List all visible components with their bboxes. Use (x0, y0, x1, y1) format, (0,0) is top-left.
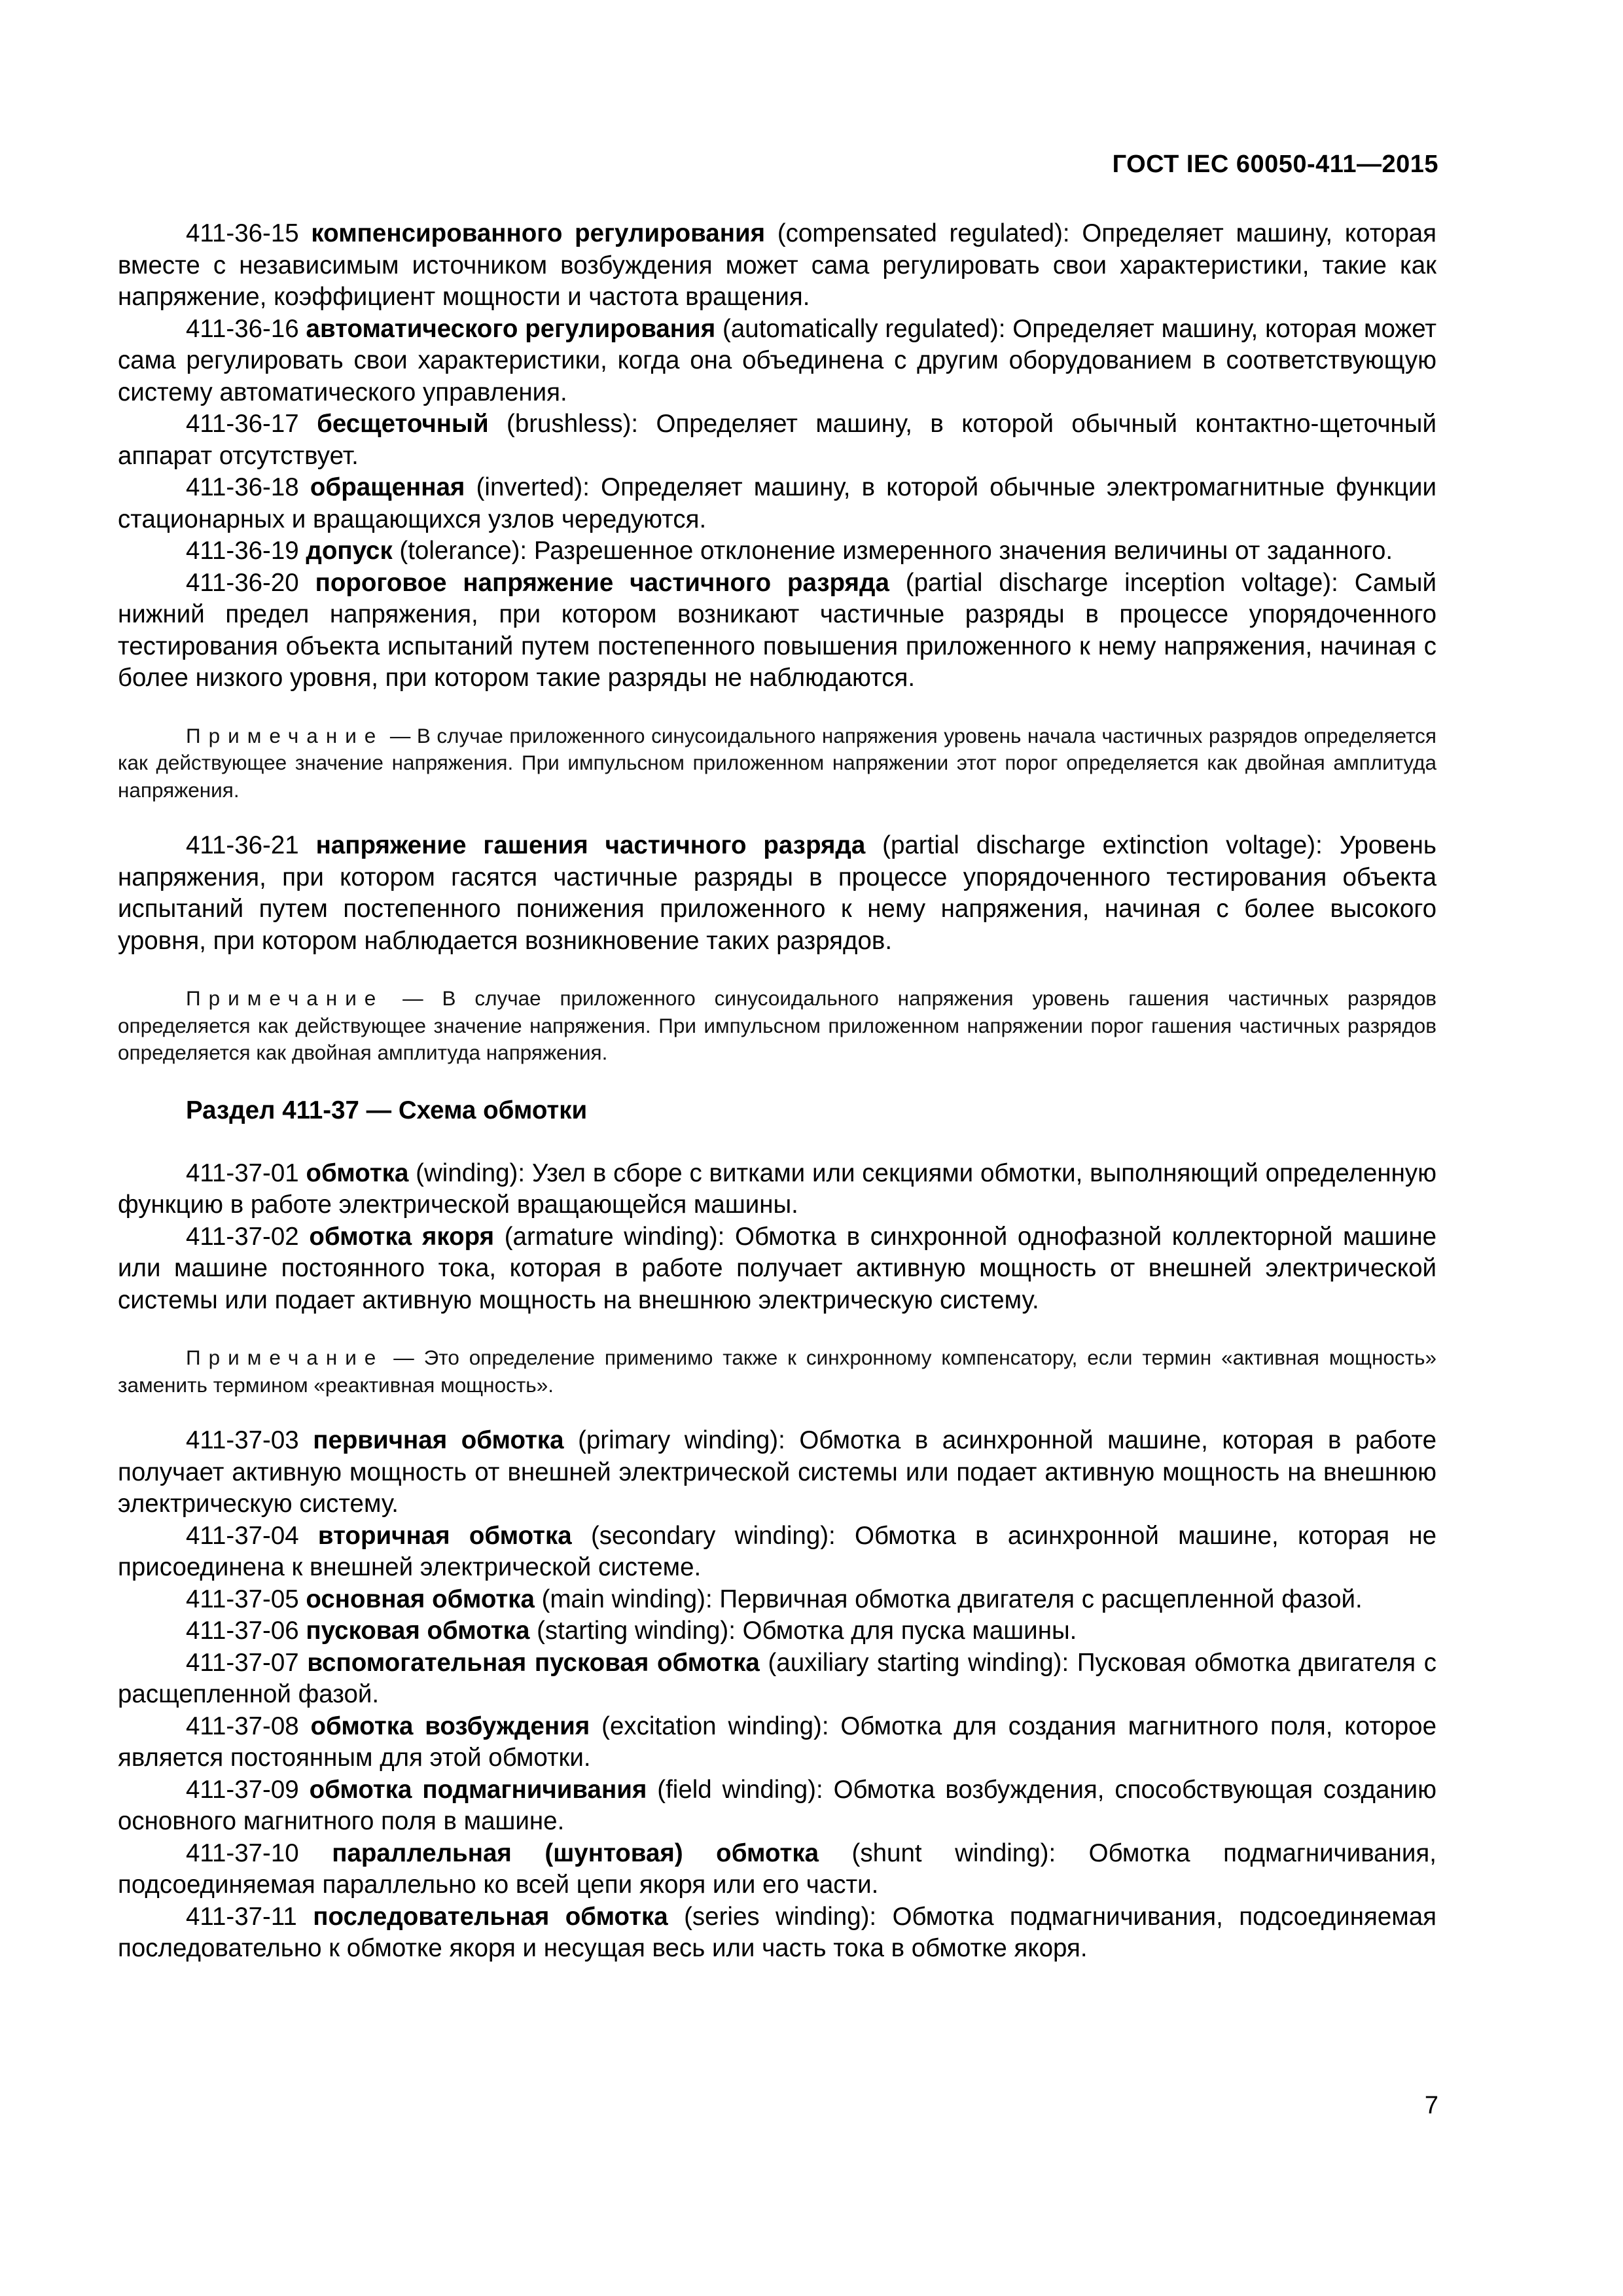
entry-number: 411-36-18 (186, 473, 299, 501)
entry-number: 411-36-17 (186, 410, 299, 438)
entry-definition: (primary winding): Обмотка в асинхронной машине, которая в работе получает активную мощность от внешней электрической системы или подает активную мощность на внешнюю электрическую систему. (118, 1426, 1436, 1518)
entry-number: 411-36-21 (186, 831, 299, 859)
entry-definition: (brushless): Определяет машину, в которой обычный контактно-щеточный аппарат отсутствует. (118, 410, 1436, 470)
entry-term: пороговое напряжение частичного разряда (315, 568, 889, 597)
entry-number: 411-37-10 (186, 1839, 299, 1867)
entry-term: автоматического регулирования (306, 314, 716, 343)
note-label: Примечание (186, 723, 384, 747)
entry-number: 411-37-05 (186, 1585, 299, 1613)
entry-number: 411-37-06 (186, 1617, 299, 1645)
definition-entry (118, 1615, 1436, 1647)
entry-term: обращенная (310, 473, 465, 501)
definition-entry (118, 1221, 1436, 1317)
entry-term: обмотка подмагничивания (309, 1775, 647, 1804)
note-text: — В случае приложенного синусоидального напряжения уровень гашения частичных разрядов определяется как действующее значение напряжения. При импульсном приложенном напряжении порог гашения частичных разрядов определяется как двойная амплитуда напряжения. (118, 986, 1436, 1064)
note-label: Примечание (186, 986, 384, 1010)
definition-entry (118, 1425, 1436, 1520)
definition-entry (118, 1711, 1436, 1774)
entry-term: обмотка (306, 1158, 409, 1187)
definition-entry (118, 218, 1436, 314)
entry-number: 411-37-09 (186, 1775, 299, 1804)
entry-term: компенсированного регулирования (311, 219, 766, 247)
page-number: 7 (1424, 2092, 1438, 2119)
entry-definition: (secondary winding): Обмотка в асинхронной машине, которая не присоединена к внешней электрической системе. (118, 1521, 1437, 1581)
definition-entry (118, 535, 1436, 567)
entry-term: вторичная обмотка (317, 1521, 572, 1550)
entry-definition: (compensated regulated): Определяет машину, которая вместе с независимым источником возбуждения может сама регулировать свои характеристики, такие как напряжение, коэффициент мощности и частота вращения. (118, 219, 1436, 311)
entry-term: последовательная обмотка (313, 1902, 668, 1931)
entry-number: 411-37-04 (186, 1521, 299, 1550)
entry-definition: (inverted): Определяет машину, в которой обычные электромагнитные функции стационарных и вращающихся узлов чередуются. (118, 473, 1436, 533)
definition-entry (118, 1774, 1436, 1838)
entry-definition: (armature winding): Обмотка в синхронной однофазной коллекторной машине или машине постоянного тока, которая в работе получает активную мощность от внешней электрической системы или подает активную мощность на внешнюю электрическую систему. (118, 1222, 1436, 1314)
entry-term: бесщеточный (317, 410, 489, 438)
note-paragraph (118, 1344, 1436, 1399)
entry-definition: (shunt winding): Обмотка подмагничивания, подсоединяемая параллельно ко всей цепи якоря или его части. (118, 1839, 1436, 1899)
note-text: — Это определение применимо также к синхронному компенсатору, если термин «активная мощность» заменить термином «реактивная мощность». (118, 1346, 1436, 1397)
entry-number: 411-36-19 (186, 537, 299, 565)
entry-term: основная обмотка (306, 1585, 535, 1613)
entry-term: первичная обмотка (313, 1426, 564, 1454)
definition-entry (118, 314, 1436, 409)
entry-term: обмотка якоря (309, 1222, 495, 1251)
entry-number: 411-36-15 (186, 219, 299, 247)
definition-entry (118, 1901, 1436, 1965)
definition-entry (118, 1520, 1436, 1584)
entry-number: 411-37-01 (186, 1158, 299, 1187)
entry-term: обмотка возбуждения (310, 1712, 590, 1740)
entry-definition: (winding): Узел в сборе с витками или секциями обмотки, выполняющий определенную функцию в работе электрической вращающейся машины. (118, 1158, 1436, 1219)
entry-definition: (main winding): Первичная обмотка двигателя с расщепленной фазой. (534, 1585, 1363, 1613)
entry-number: 411-37-02 (186, 1222, 299, 1251)
entry-term: допуск (306, 537, 393, 565)
entry-definition: (partial discharge extinction voltage): Уровень напряжения, при котором гасятся частичные разряды в процессе упорядоченного тестирования объекта испытаний путем постепенного понижения приложенного к нему напряжения, начиная с более высокого уровня, при котором наблюдается возникновение таких разрядов. (118, 831, 1436, 955)
definition-entry (118, 567, 1436, 694)
entry-number: 411-36-16 (186, 314, 299, 343)
entry-definition: (starting winding): Обмотка для пуска машины. (529, 1617, 1077, 1645)
entry-term: напряжение гашения частичного разряда (315, 831, 866, 859)
entry-definition: (field winding): Обмотка возбуждения, способствующая созданию основного магнитного поля в машине. (118, 1775, 1437, 1835)
note-label: Примечание (186, 1346, 384, 1369)
entry-definition: (automatically regulated): Определяет машину, которая может сама регулировать свои характеристики, когда она объединена с другим оборудованием в соответствующую систему автоматического управления. (118, 314, 1437, 406)
section-heading: Раздел 411-37 — Схема обмотки (186, 1096, 588, 1124)
definition-entry (118, 1158, 1436, 1221)
definition-entry (118, 1584, 1436, 1616)
entry-definition: (series winding): Обмотка подмагничивания, подсоединяемая последовательно к обмотке якоря и несущая весь или часть тока в обмотке якоря. (118, 1902, 1436, 1962)
entry-number: 411-37-11 (186, 1902, 297, 1931)
note-paragraph (118, 985, 1436, 1067)
entries-36-a (118, 218, 1436, 694)
entry-number: 411-37-08 (186, 1712, 299, 1740)
entry-term: параллельная (шунтовая) обмотка (332, 1839, 819, 1867)
entry-number: 411-37-03 (186, 1426, 299, 1454)
definition-entry (118, 408, 1436, 472)
entry-definition: (partial discharge inception voltage): Самый нижний предел напряжения, при котором возникают частичные разряды в процессе упорядоченного тестирования объекта испытаний путем постепенного повышения приложенного к нему напряжения, начиная с более низкого уровня, при котором такие разряды не наблюдаются. (118, 568, 1437, 692)
entry-number: 411-37-07 (186, 1648, 299, 1677)
document-header-code: ГОСТ IEC 60050-411—2015 (1112, 151, 1438, 178)
entry-definition: (auxiliary starting winding): Пусковая обмотка двигателя с расщепленной фазой. (118, 1648, 1437, 1708)
page-content (118, 218, 1436, 1965)
entry-term: вспомогательная пусковая обмотка (307, 1648, 760, 1677)
note-paragraph (118, 723, 1436, 804)
definition-entry (118, 830, 1436, 957)
entry-term: пусковая обмотка (306, 1617, 530, 1645)
definition-entry (118, 1647, 1436, 1711)
definition-entry (118, 1838, 1436, 1901)
entry-definition: (tolerance): Разрешенное отклонение измеренного значения величины от заданного. (392, 537, 1393, 565)
note-text: — В случае приложенного синусоидального напряжения уровень начала частичных разрядов определяется как действующее значение напряжения. При импульсном приложенном напряжении этот порог определяется как двойная амплитуда напряжения. (118, 723, 1436, 802)
definition-entry (118, 472, 1436, 535)
entries-37-b (118, 1425, 1436, 1965)
entry-number: 411-36-20 (186, 568, 299, 597)
entry-definition: (excitation winding): Обмотка для создания магнитного поля, которое является постоянным для этой обмотки. (118, 1712, 1436, 1772)
entries-37-a (118, 1158, 1436, 1317)
